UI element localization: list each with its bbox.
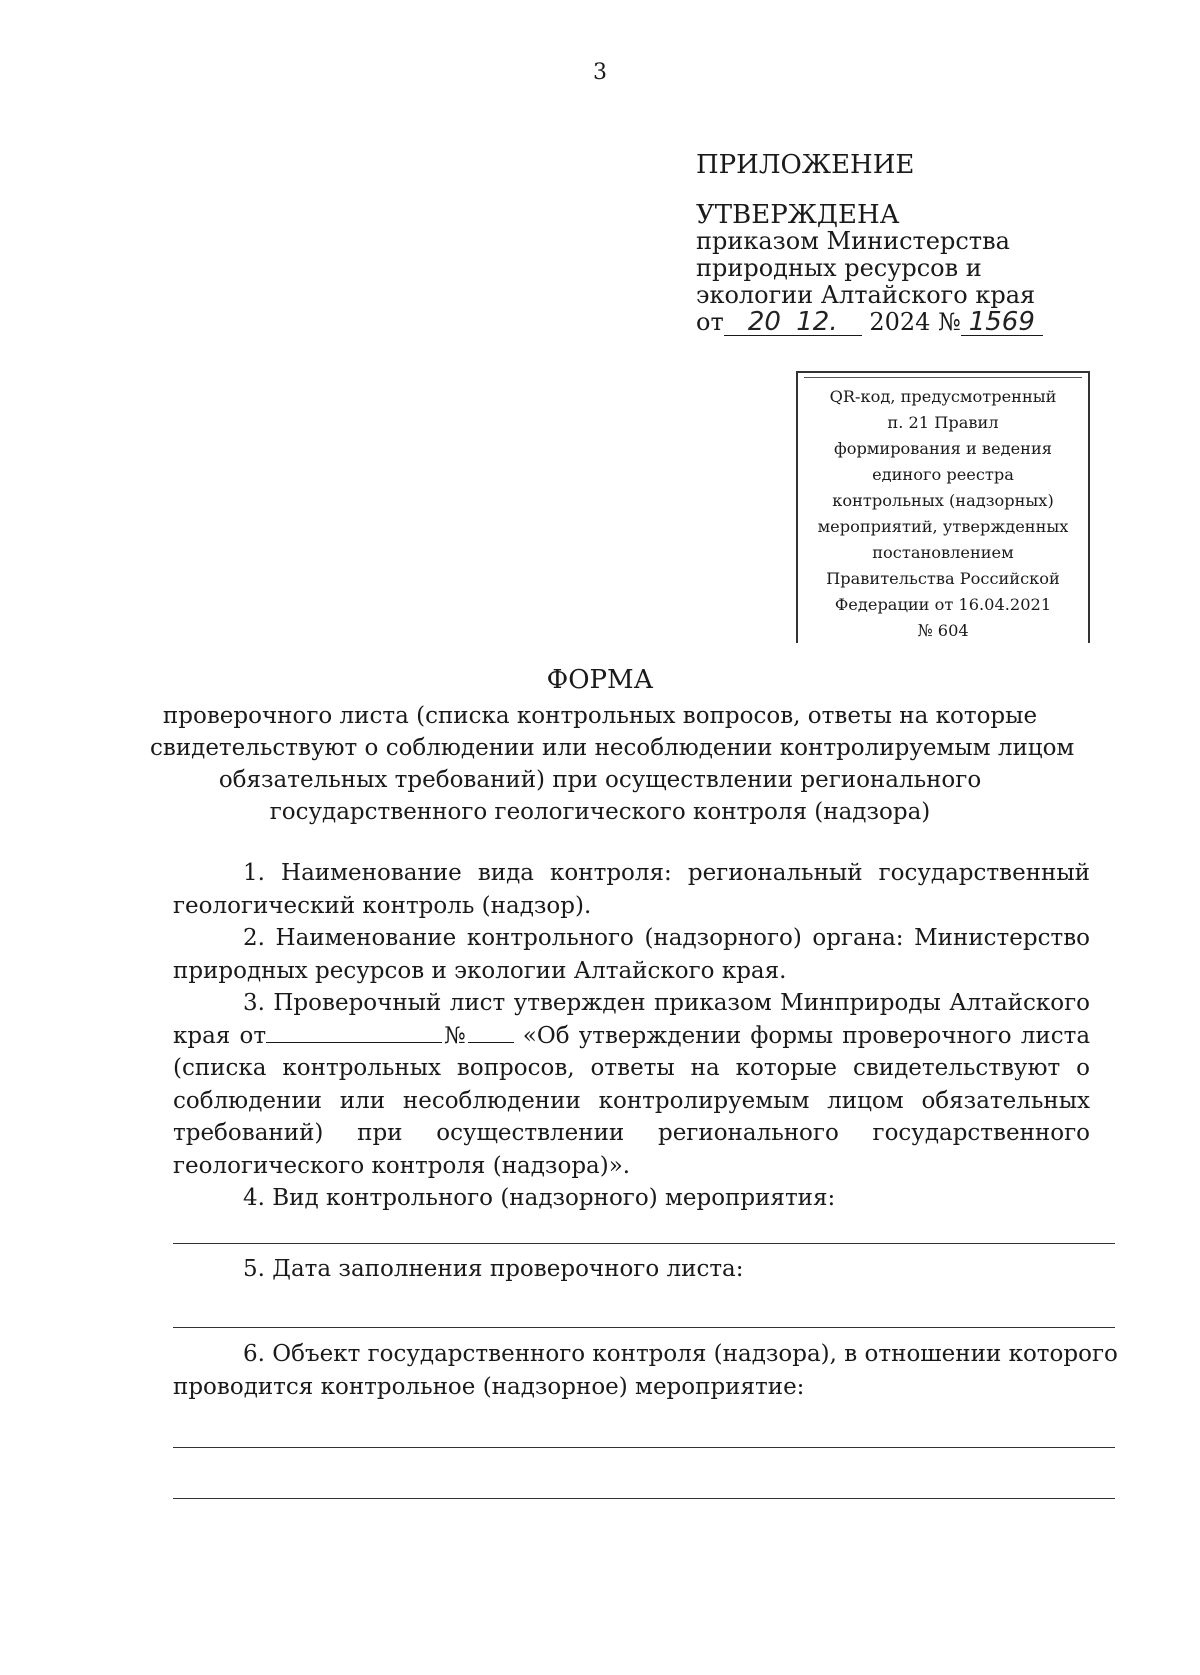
qr-line-8: Правительства Российской — [826, 569, 1060, 588]
item-3-line-2 — [173, 1020, 1090, 1053]
item-3-line-1: 3. Проверочный лист утвержден приказом Минприроды Алтайского — [243, 990, 1090, 1016]
date-prefix: от — [696, 307, 724, 336]
date-blank — [724, 306, 862, 337]
qr-line-10: № 604 — [917, 621, 969, 640]
approval-date-line — [696, 306, 1096, 337]
qr-line-9: Федерации от 16.04.2021 — [834, 595, 1052, 614]
qr-line-2: п. 21 Правил — [887, 413, 999, 432]
approval-line-1: приказом Министерства — [696, 227, 1010, 255]
qr-box-text — [798, 384, 1088, 644]
form-title: ФОРМА — [546, 665, 654, 695]
approved-heading: УТВЕРЖДЕНА — [696, 200, 900, 230]
appendix-heading: ПРИЛОЖЕНИЕ — [696, 150, 915, 180]
item-3-number-blank — [468, 1020, 514, 1043]
qr-line-1: QR-код, предусмотренный — [829, 387, 1057, 406]
item-4-fill-line — [173, 1243, 1115, 1244]
item-6-fill-line-2 — [173, 1498, 1115, 1499]
item-1-line-1: 1. Наименование вида контроля: региональный государственный — [243, 860, 1090, 886]
item-3-prefix: края от — [173, 1022, 267, 1049]
approval-line-3: экологии Алтайского края — [696, 280, 1036, 309]
subtitle-line-2: свидетельствуют о соблюдении или несоблюдении контролируемым лицом — [150, 735, 1075, 761]
qr-line-7: постановлением — [872, 543, 1014, 562]
order-number: 1569 — [968, 306, 1035, 337]
order-year: 2024 — [869, 307, 931, 336]
item-1-line-2: геологический контроль (надзор). — [173, 892, 592, 919]
qr-box-top-border — [796, 371, 1090, 373]
item-3-line-3: (списка контрольных вопросов, ответы на которые свидетельствуют о — [173, 1055, 1090, 1081]
approval-block — [696, 228, 1096, 336]
qr-line-5: контрольных (надзорных) — [832, 491, 1054, 510]
item-3-line-4: соблюдении или несоблюдении контролируемым лицом обязательных — [173, 1087, 1090, 1114]
item-6-line-2: проводится контрольное (надзорное) мероприятие: — [173, 1373, 805, 1400]
order-number-blank — [961, 306, 1043, 337]
item-4: 4. Вид контрольного (надзорного) мероприятия: — [243, 1185, 836, 1211]
item-5: 5. Дата заполнения проверочного листа: — [243, 1256, 744, 1282]
item-3-date-blank — [266, 1020, 442, 1043]
item-5-fill-line — [173, 1327, 1115, 1328]
qr-box-inner-border — [804, 377, 1082, 378]
date-day: 20 — [747, 306, 781, 337]
date-month: 12. — [796, 306, 838, 337]
qr-line-3: формирования и ведения — [834, 439, 1052, 458]
item-3-line-5: требований) при осуществлении регионального государственного — [173, 1120, 1090, 1146]
page-number: 3 — [593, 60, 607, 85]
item-6-fill-line-1 — [173, 1447, 1115, 1448]
item-6-block — [173, 1338, 1118, 1403]
subtitle-line-4: государственного геологического контроля (надзора) — [269, 799, 931, 825]
qr-line-4: единого реестра — [872, 465, 1014, 484]
item-2-line-2: природных ресурсов и экологии Алтайского края. — [173, 957, 787, 984]
item-3-line-6: геологического контроля (надзора)». — [173, 1152, 631, 1179]
items-1-4 — [173, 857, 1090, 1215]
item-2-line-1: 2. Наименование контрольного (надзорного) органа: Министерство — [243, 925, 1090, 951]
item-5-block — [173, 1253, 1090, 1286]
qr-code-box — [796, 371, 1090, 643]
item-3-number-sign: № — [442, 1022, 468, 1049]
form-subtitle — [150, 700, 1075, 828]
subtitle-line-1: проверочного листа (списка контрольных вопросов, ответы на которые — [162, 703, 1038, 729]
approval-line-2: природных ресурсов и — [696, 253, 982, 282]
item-6-line-1: 6. Объект государственного контроля (надзора), в отношении которого — [243, 1341, 1118, 1367]
item-3-title-start: «Об утверждении формы проверочного листа — [522, 1022, 1091, 1049]
number-sign: № — [938, 307, 961, 336]
qr-line-6: мероприятий, утвержденных — [817, 517, 1069, 536]
subtitle-line-3: обязательных требований) при осуществлении регионального — [218, 767, 982, 793]
